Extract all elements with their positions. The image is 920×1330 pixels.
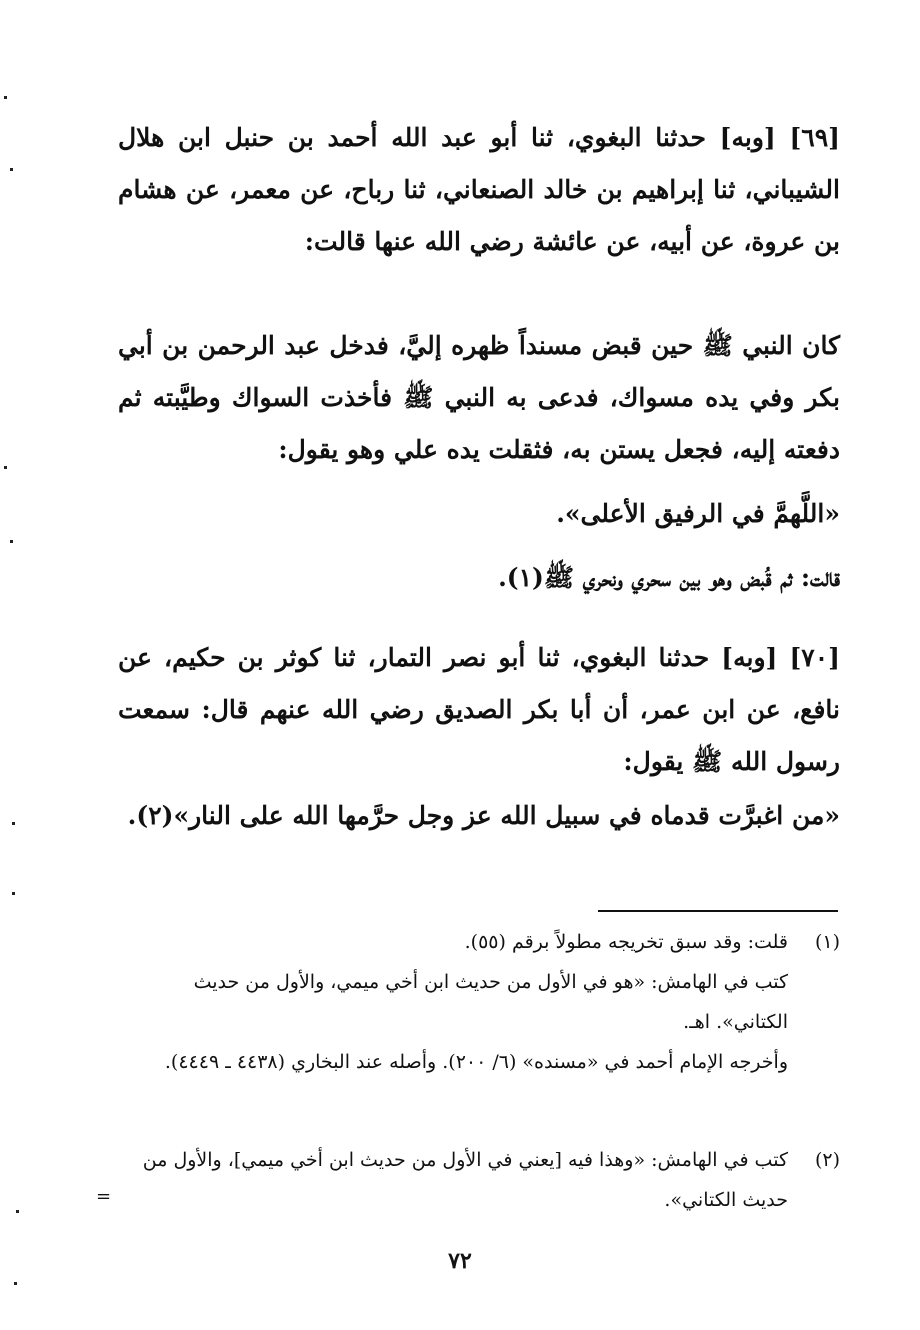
scan-speck xyxy=(4,466,7,469)
scan-speck xyxy=(14,1282,17,1285)
continuation-mark: = xyxy=(96,1186,112,1207)
scan-speck xyxy=(12,892,15,895)
footnote-2 xyxy=(118,1140,840,1220)
scan-speck xyxy=(10,540,13,543)
footnote-separator xyxy=(598,910,838,912)
hadith-69-closing: قالت: ثم قُبض وهو بين سحري ونحري ﷺ(١). xyxy=(498,563,840,592)
hadith-69-prayer-quote: «اللَّهمَّ في الرفيق الأعلى». xyxy=(556,499,840,528)
footnote-2-number: (٢) xyxy=(814,1149,840,1171)
footnote-1-number: (١) xyxy=(814,931,840,953)
footnote-1 xyxy=(118,922,840,1082)
footnote-1-line-1: قلت: وقد سبق تخريجه مطولاً برقم (٥٥). xyxy=(464,931,788,953)
scan-speck xyxy=(10,168,13,171)
hadith-69-matn: كان النبي ﷺ حين قبض مسنداً ظهره إليَّ، فدخل عبد الرحمن بن أبي بكر وفي يده مسواك، فدعى به النبي ﷺ فأخذت السواك وطيَّبته ثم دفعته إليه، فجعل يستن به، فثقلت يده علي وهو يقول: xyxy=(118,331,840,464)
scan-speck xyxy=(16,1210,19,1213)
page-number: ٧٢ xyxy=(448,1248,472,1274)
scan-speck xyxy=(4,96,7,99)
hadith-70-isnad: [٧٠] [وبه] حدثنا البغوي، ثنا أبو نصر التمار، ثنا كوثر بن حكيم، عن نافع، عن ابن عمر، أن أبا بكر الصديق رضي الله عنهم قال: سمعت رسول الله ﷺ يقول: xyxy=(118,643,840,776)
footnote-2-line-1: كتب في الهامش: «وهذا فيه [يعني في الأول من حديث ابن أخي ميمي]، والأول من حديث الكتاني». xyxy=(142,1149,788,1211)
footnote-1-line-2: كتب في الهامش: «هو في الأول من حديث ابن أخي ميمي، والأول من حديث الكتاني». اهـ. xyxy=(193,971,788,1033)
hadith-69-isnad: [٦٩] [وبه] حدثنا البغوي، ثنا أبو عبد الله أحمد بن حنبل ابن هلال الشيباني، ثنا إبراهيم بن خالد الصنعاني، ثنا رباح، عن معمر، عن هشام بن عروة، عن أبيه، عن عائشة رضي الله عنها قالت: xyxy=(118,123,840,256)
scan-speck xyxy=(12,822,15,825)
footnote-1-line-3: وأخرجه الإمام أحمد في «مسنده» (٦/ ٢٠٠). وأصله عند البخاري (٤٤٣٨ ـ ٤٤٤٩). xyxy=(164,1051,788,1073)
hadith-70-matn: «من اغبرَّت قدماه في سبيل الله عز وجل حرَّمها الله على النار»(٢). xyxy=(127,801,840,830)
